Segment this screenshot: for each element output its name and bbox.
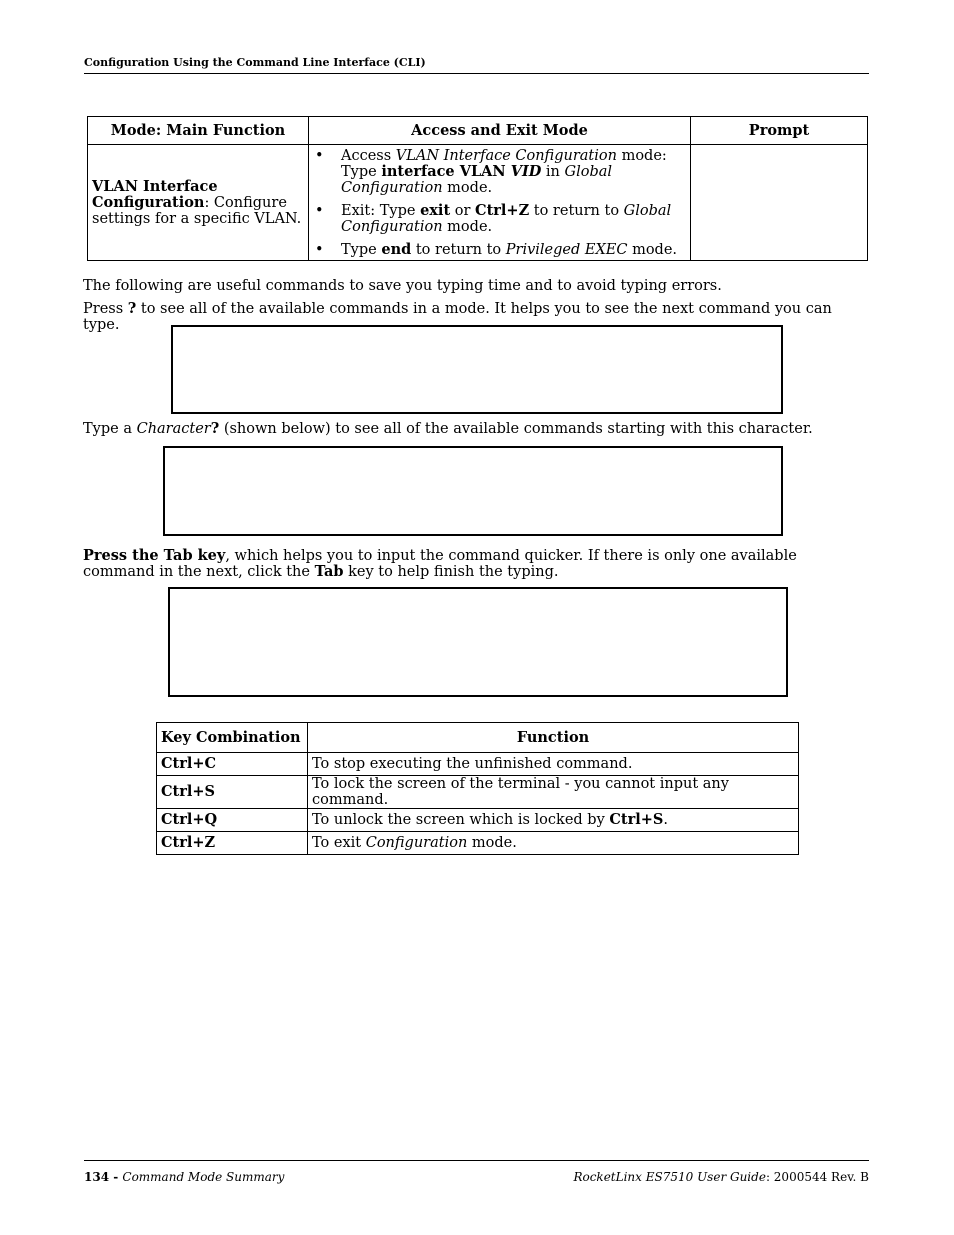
list-item: • Exit: Type exit or Ctrl+Z to return to Global Configuration mode. (313, 203, 686, 235)
mode-cell (88, 145, 309, 261)
list-item: • Type end to return to Privileged EXEC mode. (313, 242, 686, 258)
table-row (157, 776, 799, 809)
footer-left (84, 1170, 284, 1184)
command-example-box (163, 446, 783, 536)
table-row (157, 753, 799, 776)
page-number: 134 - (84, 1170, 123, 1184)
key-combination-table (156, 722, 799, 855)
tab-key-paragraph: Press the Tab key, which helps you to input the command quicker. If there is only one available command in the next, click the Tab key to help finish the typing. (83, 547, 797, 580)
mode-name: VLAN Interface Configuration (92, 177, 218, 211)
footer-rule (84, 1160, 869, 1161)
footer-doc-number: : 2000544 Rev. B (765, 1170, 869, 1184)
header-rule (84, 73, 869, 74)
prompt-cell (691, 145, 868, 261)
command-example-box (171, 325, 783, 414)
footer-product: RocketLinx ES7510 User Guide (573, 1170, 766, 1184)
key-cell: Ctrl+Q (157, 809, 308, 832)
function-cell: To exit Configuration mode. (308, 832, 799, 855)
function-cell: To lock the screen of the terminal - you cannot input any command. (308, 776, 799, 809)
column-header-prompt: Prompt (691, 117, 868, 145)
column-header-access: Access and Exit Mode (309, 117, 691, 145)
mode-table-header-row (88, 117, 868, 145)
list-item: • Access VLAN Interface Configuration mode: Type interface VLAN VID in Global Configuration mode. (313, 148, 686, 196)
access-cell (309, 145, 691, 261)
key-cell: Ctrl+S (157, 776, 308, 809)
intro-paragraph: The following are useful commands to save you typing time and to avoid typing errors. (83, 278, 722, 294)
table-row (157, 809, 799, 832)
character-paragraph: Type a Character? (shown below) to see all of the available commands starting with this character. (83, 420, 813, 437)
table-row (88, 145, 868, 261)
column-header-key: Key Combination (157, 723, 308, 753)
function-cell: To stop executing the unfinished command. (308, 753, 799, 776)
question-mark-paragraph: Press ? to see all of the available commands in a mode. It helps you to see the next command you can type. (83, 300, 832, 333)
key-cell: Ctrl+Z (157, 832, 308, 855)
mode-table (87, 116, 868, 261)
footer-right (573, 1170, 869, 1184)
running-header: Configuration Using the Command Line Interface (CLI) (84, 56, 426, 69)
command-example-box (168, 587, 788, 697)
footer-section: Command Mode Summary (122, 1170, 285, 1184)
function-cell: To unlock the screen which is locked by Ctrl+S. (308, 809, 799, 832)
access-list (313, 148, 686, 258)
key-table-header-row (157, 723, 799, 753)
table-row (157, 832, 799, 855)
column-header-function: Function (308, 723, 799, 753)
column-header-mode: Mode: Main Function (88, 117, 309, 145)
mode-description: : Configure settings for a specific VLAN. (92, 194, 302, 227)
key-cell: Ctrl+C (157, 753, 308, 776)
